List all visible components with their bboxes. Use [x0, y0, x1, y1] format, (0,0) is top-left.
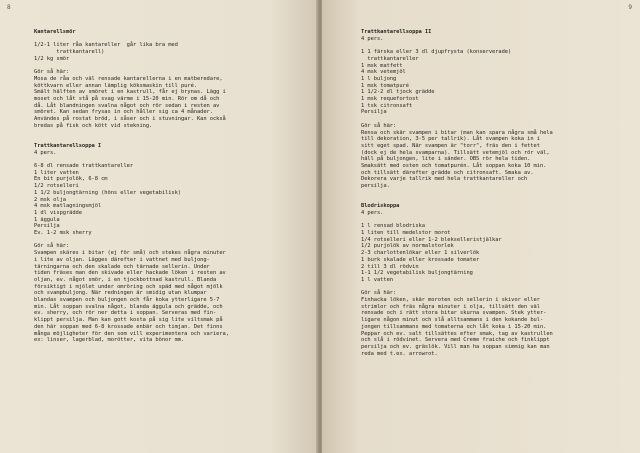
ingredient-line: 1 tsk citronsaft	[361, 102, 413, 109]
method-line: Rensa och skär svampen i bitar (man kan spara några små hela	[361, 129, 553, 136]
method-line: Peppar och ev. salt tillsättes efter smak, tag av kastrullen	[361, 330, 553, 337]
ingredient-line: trattkantarell)	[34, 49, 105, 56]
page-number: 8	[7, 4, 11, 11]
ingredient-line: Persilja	[361, 109, 387, 116]
method-line: blandas svampen och buljongen och får koka ytterligare 5-7	[34, 297, 220, 304]
recipe-section	[34, 130, 312, 344]
method-line: Användes på rostat bröd, i såser och i stuvningar. Kan också	[34, 116, 226, 123]
method-line: då. Låt blandningen svalna något och rör sedan i resten av	[34, 102, 220, 109]
ingredient-line: 1 msk tomatpuré	[361, 82, 409, 89]
ingredient-line: 1 1/2 buljongtärning (höns eller vegetabilisk)	[34, 189, 181, 196]
ingredient-line: 2-3 charlottenlökar eller 1 silverlök	[361, 250, 480, 257]
method-line: tiden fräses man den skivade eller hackade löken i resten av	[34, 270, 226, 277]
right-page	[322, 0, 640, 453]
method-line: rensade och i rätt stora bitar skurna svampen. Stek ytter-	[361, 310, 547, 317]
right-page-content	[361, 29, 633, 357]
spacer	[361, 197, 633, 204]
method-line: bredas på fisk och kött vid stekning.	[34, 122, 153, 129]
ingredient-line: 1/4 rotselleri eller 1-2 blekselleristjälkar	[361, 236, 502, 243]
spacer	[361, 284, 633, 291]
recipe-section	[361, 190, 633, 358]
ingredient-line: 1 l vatten	[361, 276, 393, 283]
recipe-servings: 4 pers.	[361, 35, 384, 42]
method-line: försiktigt i mjölet under omröring och späd med något mjölk	[34, 283, 223, 290]
method-line: Smält hälften av smöret i en kastrull, får ej brynas. Lägg i	[34, 89, 226, 96]
method-line: ligare någon minut och slå alltsammans i den kokande bul-	[361, 317, 544, 324]
method-line: smöret. Kan sedan frysas in och håller sig ca 4 månader.	[34, 109, 213, 116]
method-line: Dekorera varje tallrik med hela trattkantareller och	[361, 176, 528, 183]
ingredient-line: 1/2-1 liter råa kantareller går lika bra med	[34, 42, 178, 49]
spacer	[34, 136, 312, 143]
method-line: persilja och ev. gräslök. Vill man ha soppan simmig kan man	[361, 343, 550, 350]
ingredient-line: 1/2 rotselleri	[34, 183, 79, 190]
ingredient-line: 1 1 färska eller 3 dl djupfrysta (konserverade)	[361, 49, 512, 56]
ingredient-line: 1 msk matfett	[361, 62, 403, 69]
method-line: min. Låt soppan svalna något, blanda äggula och grädde, och	[34, 303, 223, 310]
method-line: till dekoration, 3-5 per tallrik). Låt svampen koka in i	[361, 136, 540, 143]
spacer	[361, 190, 633, 197]
ingredient-line: Ev. 1-2 msk sherry	[34, 230, 92, 237]
method-line: oljan, ev. något smör, i en tjockbottnad kastrull. Blanda	[34, 276, 217, 283]
recipe-section	[361, 29, 633, 190]
method-line: Svampen skäres i bitar (ej för små) och stekes några minuter	[34, 250, 226, 257]
method-line: moset och låt stå på svag värme i 15-20 min. Rör om då och	[34, 96, 220, 102]
spacer	[34, 156, 312, 163]
method-line: persilja.	[361, 183, 390, 190]
method-heading: Gör så här:	[361, 290, 397, 297]
method-line: reda med t.ex. arrowrot.	[361, 350, 438, 357]
spacer	[34, 63, 312, 70]
ingredient-line: 4 msk vetemjöl	[361, 69, 406, 76]
ingredient-line: En bit purjolök, 6-8 cm	[34, 176, 108, 183]
spacer	[361, 116, 633, 123]
ingredient-line: 1 l buljong	[361, 75, 397, 82]
ingredient-line: 1/2 purjolök av normalstorlek	[361, 243, 454, 250]
method-line: tärningarna och den skalade och tärnade sellerin. Under	[34, 263, 210, 270]
recipe-title: Kantarellsmör	[34, 29, 76, 35]
ingredient-line: 1 dl vispgrädde	[34, 209, 82, 216]
ingredient-line: 1 l rensad blodriska	[361, 223, 425, 230]
ingredient-line: 1 liten till medelstor morot	[361, 230, 451, 237]
method-line: klippt persilja. Man kan gott kosta på sig lite viltsmak på	[34, 317, 223, 324]
method-line: sitt eget spad. När svampen är "torr", fräs den i fettet	[361, 142, 540, 149]
left-page	[0, 0, 318, 453]
recipe-title: Trattkantarellsoppa I	[34, 142, 102, 149]
ingredient-line: 1 äggula	[34, 216, 60, 223]
method-line: Finhacka löken, skär moroten och sellerin i skivor eller	[361, 297, 540, 304]
method-heading: Gör så här:	[361, 122, 397, 129]
method-heading: Gör så här:	[34, 243, 70, 250]
method-line: många möjligheter för den som vill experimentera och variera,	[34, 330, 229, 337]
ingredient-line: 1 liter vatten	[34, 169, 79, 176]
spacer	[361, 217, 633, 224]
method-line: i lite av oljan. Lägges därefter i vattnet med buljong-	[34, 256, 210, 263]
method-line: häll på buljongen, lite i sänder. OBS rör hela tiden.	[361, 156, 531, 163]
ingredient-line: 1/2 kg smör	[34, 55, 70, 62]
ingredient-line: 2 msk olja	[34, 196, 66, 203]
recipe-title: Trattkantarellsoppa II	[361, 29, 432, 35]
method-line: jongen tillsammans med tomaterna och låt koka i 15-20 min.	[361, 323, 547, 330]
spacer	[34, 130, 312, 137]
ingredient-line: 4 msk matlagningsmjöl	[34, 203, 102, 210]
ingredient-line: 1-1 1/2 vegetabilisk buljongtärning	[361, 270, 473, 277]
method-heading: Gör så här:	[34, 69, 70, 76]
ingredient-line: trattkantareller	[361, 55, 419, 62]
method-line: strimlor och fräs några minuter i olja, tillsätt den väl	[361, 303, 540, 310]
recipe-section	[34, 29, 312, 130]
ingredient-line: 1 1/2-2 dl tjock grädde	[361, 89, 435, 96]
ingredient-line: 2 till 3 dl rödvin	[361, 263, 419, 270]
method-line: Mosa de råa och väl rensade kantarellerna i en matberedare,	[34, 75, 223, 82]
spacer	[361, 42, 633, 49]
recipe-title: Blodriskoppa	[361, 203, 400, 210]
method-line: och svampbuljong. När redningen är smidig utan klumpar	[34, 290, 207, 297]
recipe-servings: 4 pers.	[34, 149, 57, 156]
method-line: Smaksätt med osten och tomatpurén. Låt soppan koka 10 min.	[361, 163, 547, 170]
spacer	[34, 237, 312, 244]
method-line: köttkvarn eller annan lämplig köksmaskin till puré.	[34, 82, 197, 89]
ingredient-line: 6-8 dl rensade trattkantareller	[34, 162, 134, 169]
method-line: (dock ej de hela svamparna). Tillsätt vetemjöl och rör väl,	[361, 149, 550, 156]
left-page-content	[34, 29, 312, 344]
method-line: och tillsätt därefter grädde och citronsaft. Smaka av.	[361, 169, 534, 176]
recipe-servings: 4 pers.	[361, 209, 384, 216]
method-line: ex: linser, lagerblad, morötter, vita bönor mm.	[34, 337, 185, 344]
method-line: den här soppan med 6-8 krossade enbär och timjan. Det finns	[34, 323, 223, 330]
page-number: 9	[628, 4, 632, 11]
method-line: ev. sherry, och rör ner detta i soppan. Serveras med fin-	[34, 310, 217, 317]
ingredient-line: 1 msk requefortost	[361, 96, 419, 103]
method-line: och slå i rödvinet. Servera med Creme fraiche och finklippt	[361, 337, 550, 344]
ingredient-line: 1 burk skalade eller krossade tomater	[361, 256, 480, 263]
ingredient-line: Persilja	[34, 223, 60, 230]
